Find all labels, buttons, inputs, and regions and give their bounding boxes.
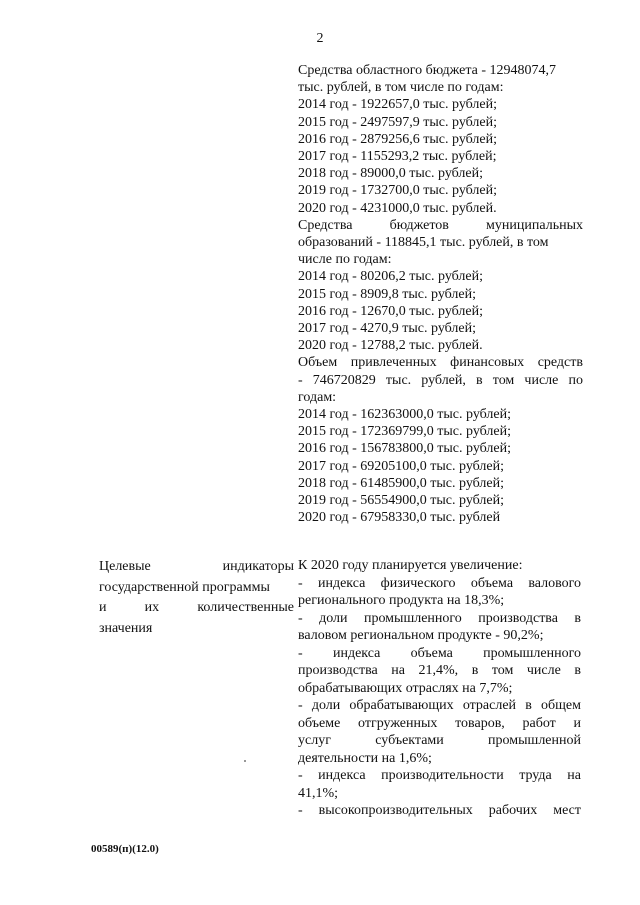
funding-sources-block — [298, 62, 583, 526]
funding-line: 2017 год - 4270,9 тыс. рублей; — [298, 321, 477, 337]
funding-line: - 746720829 тыс. рублей, в том числе по — [298, 372, 583, 388]
target-line: - высокопроизводительных рабочих мест — [298, 803, 581, 818]
target-line: - индекса объема промышленного — [298, 645, 581, 661]
target-line: валовом региональном продукте - 90,2%; — [298, 628, 544, 643]
funding-line: 2014 год - 162363000,0 тыс. рублей; — [298, 407, 512, 423]
target-line: регионального продукта на 18,3%; — [298, 593, 505, 608]
funding-line: 2019 год - 1732700,0 тыс. рублей; — [298, 183, 498, 199]
page-number: 2 — [316, 31, 324, 46]
target-indicators-label — [99, 557, 294, 639]
target-line: 41,1%; — [298, 785, 339, 801]
target-line: производства на 21,4%, в том числе в — [298, 663, 581, 678]
funding-line: годам: — [298, 389, 337, 405]
label-line: и их количественные — [99, 600, 294, 615]
target-line: - доли промышленного производства в — [298, 610, 581, 626]
funding-line: Средства бюджетов муниципальных — [298, 217, 583, 233]
funding-line: числе по годам: — [298, 252, 392, 268]
funding-line: тыс. рублей, в том числе по годам: — [298, 80, 504, 96]
target-line: - доли обрабатывающих отраслей в общем — [298, 698, 581, 713]
funding-line: 2020 год - 67958330,0 тыс. рублей — [298, 510, 501, 526]
label-line: значения — [99, 620, 153, 636]
label-line: государственной программы — [99, 579, 270, 595]
funding-line: образований - 118845,1 тыс. рублей, в том — [298, 235, 549, 251]
target-line: обрабатывающих отраслях на 7,7%; — [298, 680, 513, 696]
funding-line: 2015 год - 8909,8 тыс. рублей; — [298, 286, 477, 302]
funding-line: 2016 год - 2879256,6 тыс. рублей; — [298, 131, 498, 147]
funding-line: 2018 год - 61485900,0 тыс. рублей; — [298, 475, 505, 491]
funding-line: 2019 год - 56554900,0 тыс. рублей; — [298, 493, 505, 509]
funding-line: 2017 год - 69205100,0 тыс. рублей; — [298, 458, 505, 474]
funding-line: 2014 год - 1922657,0 тыс. рублей; — [298, 97, 498, 113]
target-line: - индекса физического объема валового — [298, 575, 581, 591]
funding-line: Средства областного бюджета - 12948074,7 — [298, 63, 557, 78]
funding-line: Объем привлеченных финансовых средств — [298, 355, 583, 371]
target-line: объеме отгруженных товаров, работ и — [298, 715, 581, 731]
target-line: - индекса производительности труда на — [298, 768, 581, 783]
funding-line: 2020 год - 12788,2 тыс. рублей. — [298, 338, 483, 354]
label-line: Целевые индикаторы — [99, 559, 294, 574]
target-line: деятельности на 1,6%; — [298, 750, 432, 766]
funding-line: 2016 год - 12670,0 тыс. рублей; — [298, 303, 484, 319]
funding-line: 2015 год - 172369799,0 тыс. рублей; — [298, 424, 512, 440]
funding-line: 2020 год - 4231000,0 тыс. рублей. — [298, 200, 497, 216]
funding-line: 2015 год - 2497597,9 тыс. рублей; — [298, 114, 498, 130]
funding-line: 2018 год - 89000,0 тыс. рублей; — [298, 166, 484, 182]
funding-line: 2014 год - 80206,2 тыс. рублей; — [298, 269, 484, 285]
target-indicators-values — [298, 557, 581, 820]
document-code: 00589(п)(12.0) — [91, 843, 159, 855]
funding-line: 2017 год - 1155293,2 тыс. рублей; — [298, 149, 497, 165]
target-line: К 2020 году планируется увеличение: — [298, 558, 523, 573]
scan-speck — [244, 760, 246, 762]
target-line: услуг субъектами промышленной — [298, 733, 581, 748]
funding-line: 2016 год - 156783800,0 тыс. рублей; — [298, 441, 512, 457]
